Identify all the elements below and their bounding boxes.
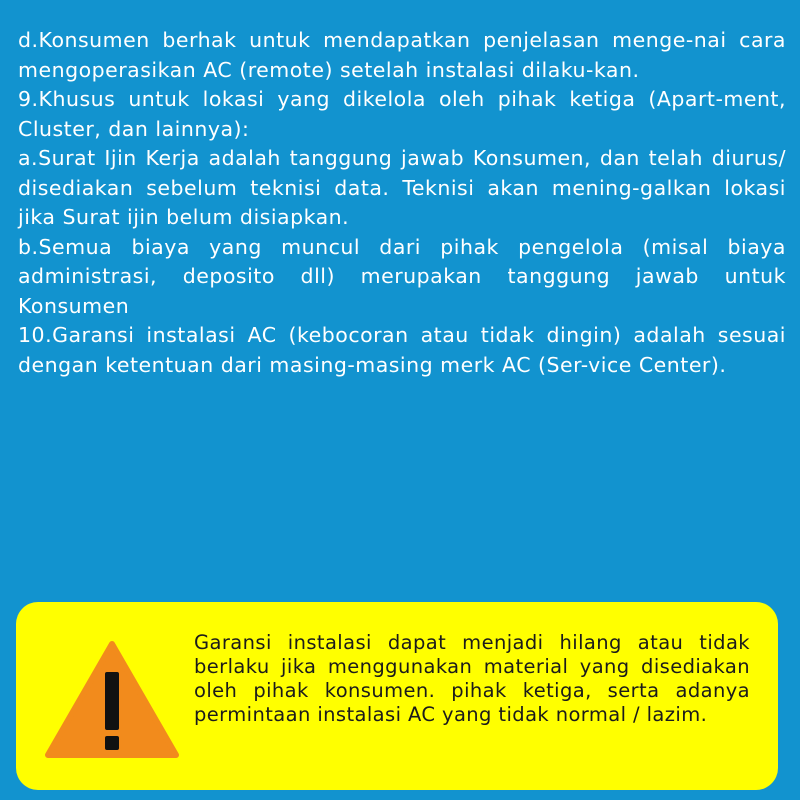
terms-text-block [18,26,786,380]
term-item-9: 9.Khusus untuk lokasi yang dikelola oleh pihak ketiga (Apart-ment, Cluster, dan lainnya): [18,87,786,141]
term-item-10: 10.Garansi instalasi AC (kebocoran atau tidak dingin) adalah sesuai dengan ketentuan dari masing-masing merk AC (Ser-vice Center). [18,323,786,377]
warning-message: Garansi instalasi dapat menjadi hilang atau tidak berlaku jika menggunakan material yang disediakan oleh pihak konsumen. pihak ketiga, serta adanya permintaan instalasi AC yang tidak normal / lazim. [194,631,750,726]
warning-box [16,602,778,790]
warning-triangle-icon [44,640,180,760]
term-item-9a: a.Surat Ijin Kerja adalah tanggung jawab Konsumen, dan telah diurus/ disediakan sebelum teknisi data. Teknisi akan mening-galkan lokasi jika Surat ijin belum disiapkan. [18,146,786,229]
term-item-d: d.Konsumen berhak untuk mendapatkan penjelasan menge-nai cara mengoperasikan AC (remote) setelah instalasi dilaku-kan. [18,28,786,82]
term-item-9b: b.Semua biaya yang muncul dari pihak pengelola (misal biaya administrasi, deposito dll) merupakan tanggung jawab untuk Konsumen [18,234,786,318]
